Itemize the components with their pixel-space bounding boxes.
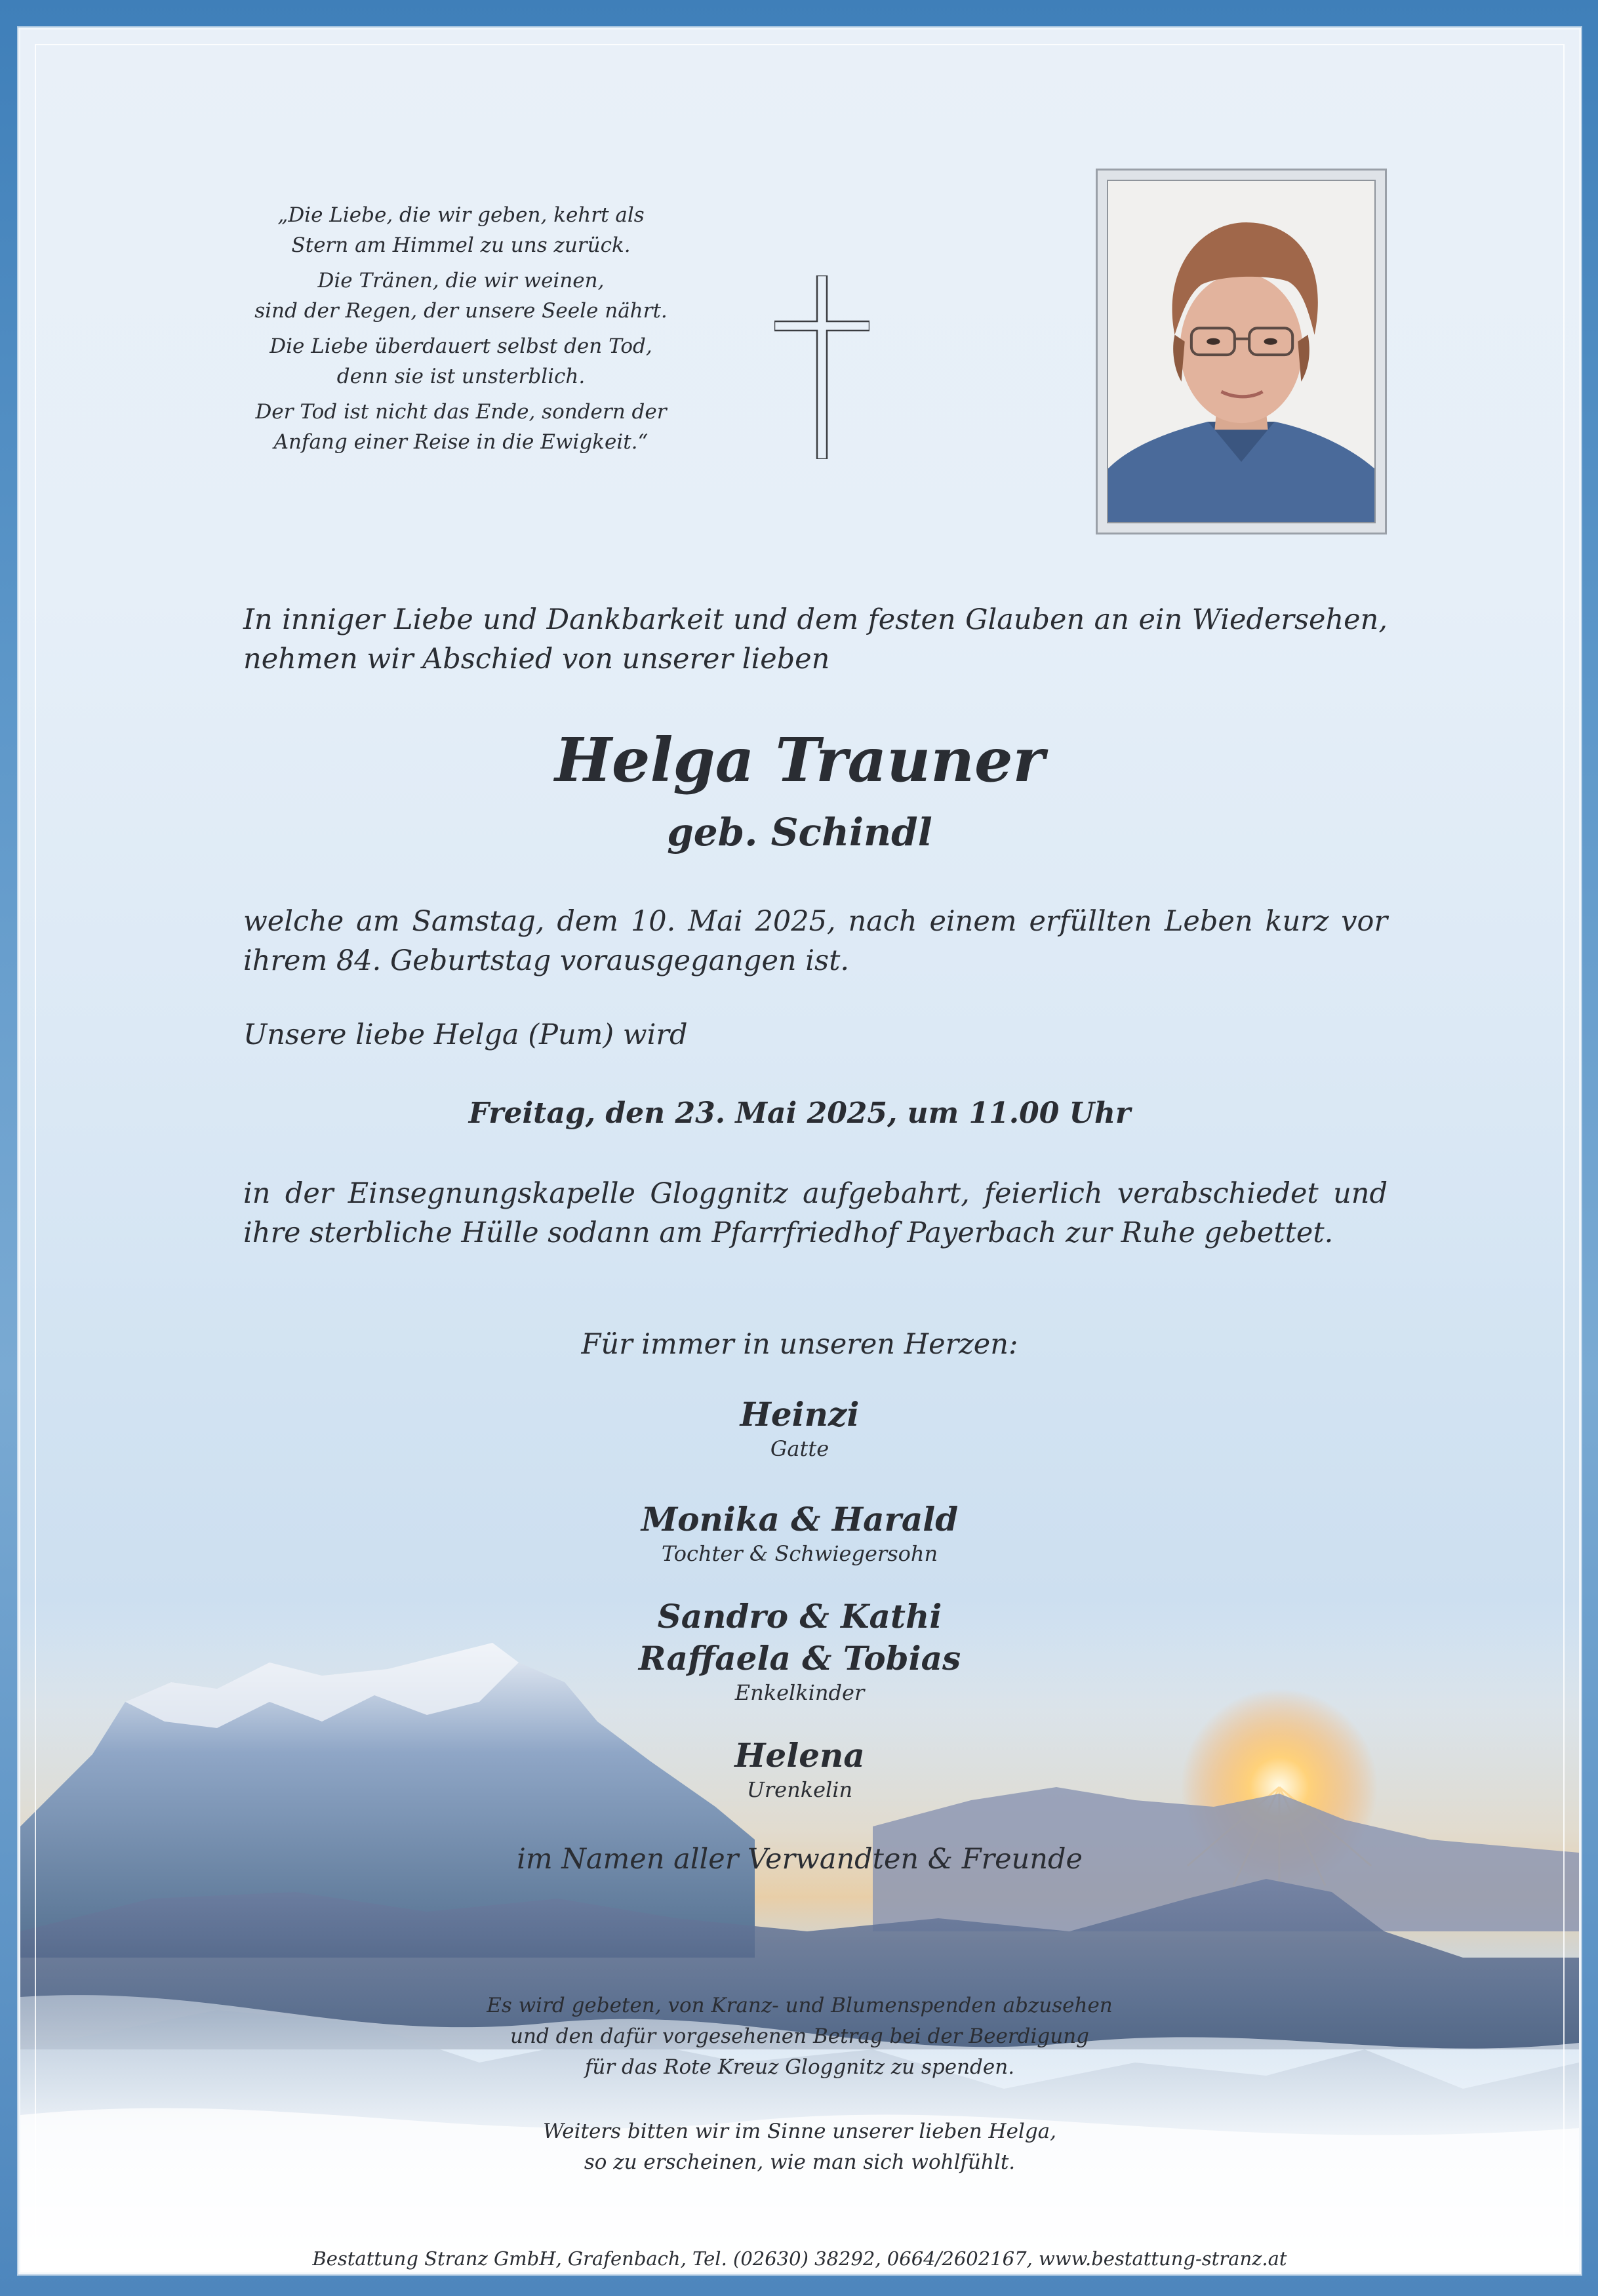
mourner-group bbox=[20, 1735, 1579, 1803]
cross-icon bbox=[774, 275, 869, 459]
on-behalf-text: im Namen aller Verwandten & Freunde bbox=[517, 1843, 1083, 1876]
portrait-frame bbox=[1096, 169, 1387, 534]
death-text: welche am Samstag, dem 10. Mai 2025, nach einem erfüllten Leben kurz vor ihrem 84. Geburtstag vorausgegangen ist. bbox=[243, 905, 1388, 977]
dress-note-line: Weiters bitten wir im Sinne unserer lieben Helga, bbox=[542, 2120, 1057, 2143]
place-text: in der Einsegnungskapelle Gloggnitz aufgebahrt, feierlich verabschiedet und ihre sterbliche Hülle sodann am Pfarrfriedhof Payerbach zur Ruhe gebettet. bbox=[243, 1177, 1388, 1249]
obituary-card bbox=[18, 28, 1581, 2274]
funeral-home-footer: Bestattung Stranz GmbH, Grafenbach, Tel. (02630) 38292, 0664/2602167, www.bestattung-stranz.at bbox=[312, 2247, 1287, 2270]
donation-note-line: und den dafür vorgesehenen Betrag bei der Beerdigung bbox=[509, 2024, 1090, 2048]
birth-name: geb. Schindl bbox=[667, 810, 932, 855]
mourner-group bbox=[20, 1596, 1579, 1706]
dress-note-line: so zu erscheinen, wie man sich wohlfühlt. bbox=[584, 2150, 1016, 2174]
portrait-image bbox=[1108, 181, 1374, 522]
will-text: Unsere liebe Helga (Pum) wird bbox=[243, 1018, 688, 1051]
dress-note bbox=[20, 2116, 1579, 2178]
portrait-photo bbox=[1107, 180, 1376, 523]
donation-note bbox=[20, 1990, 1579, 2083]
forever-heading: Für immer in unseren Herzen: bbox=[581, 1328, 1018, 1361]
poem-stanza-3: Die Liebe überdauert selbst den Tod, denn sie ist unsterblich. bbox=[270, 334, 652, 388]
mourner-relation: Tochter & Schwiegersohn bbox=[661, 1541, 938, 1566]
ceremony-date: Freitag, den 23. Mai 2025, um 11.00 Uhr bbox=[468, 1097, 1131, 1130]
mourner-name: Sandro & Kathi bbox=[657, 1597, 942, 1636]
mourner-relation: Urenkelin bbox=[746, 1777, 853, 1802]
poem-stanza-2: Die Tränen, die wir weinen, sind der Regen, der unsere Seele nährt. bbox=[254, 269, 668, 323]
poem-stanza-1: „Die Liebe, die wir geben, kehrt als Stern am Himmel zu uns zurück. bbox=[277, 203, 645, 257]
mourner-name: Monika & Harald bbox=[641, 1500, 959, 1539]
poem bbox=[212, 200, 710, 462]
mourner-relation: Gatte bbox=[770, 1436, 829, 1461]
mourner-name: Helena bbox=[734, 1736, 865, 1775]
deceased-name: Helga Trauner bbox=[554, 725, 1045, 796]
mourner-relation: Enkelkinder bbox=[734, 1680, 865, 1705]
intro-text: In inniger Liebe und Dankbarkeit und dem festen Glauben an ein Wiedersehen, nehmen wir Abschied von unserer lieben bbox=[243, 603, 1388, 675]
mourner-name: Raffaela & Tobias bbox=[638, 1639, 961, 1678]
mourner-group bbox=[20, 1499, 1579, 1567]
donation-note-line: für das Rote Kreuz Gloggnitz zu spenden. bbox=[584, 2055, 1015, 2079]
mourner-name: Heinzi bbox=[740, 1395, 860, 1434]
poem-stanza-4: Der Tod ist nicht das Ende, sondern der Anfang einer Reise in die Ewigkeit.“ bbox=[255, 400, 667, 454]
mourner-group bbox=[20, 1394, 1579, 1462]
donation-note-line: Es wird gebeten, von Kranz- und Blumenspenden abzusehen bbox=[487, 1994, 1113, 2017]
